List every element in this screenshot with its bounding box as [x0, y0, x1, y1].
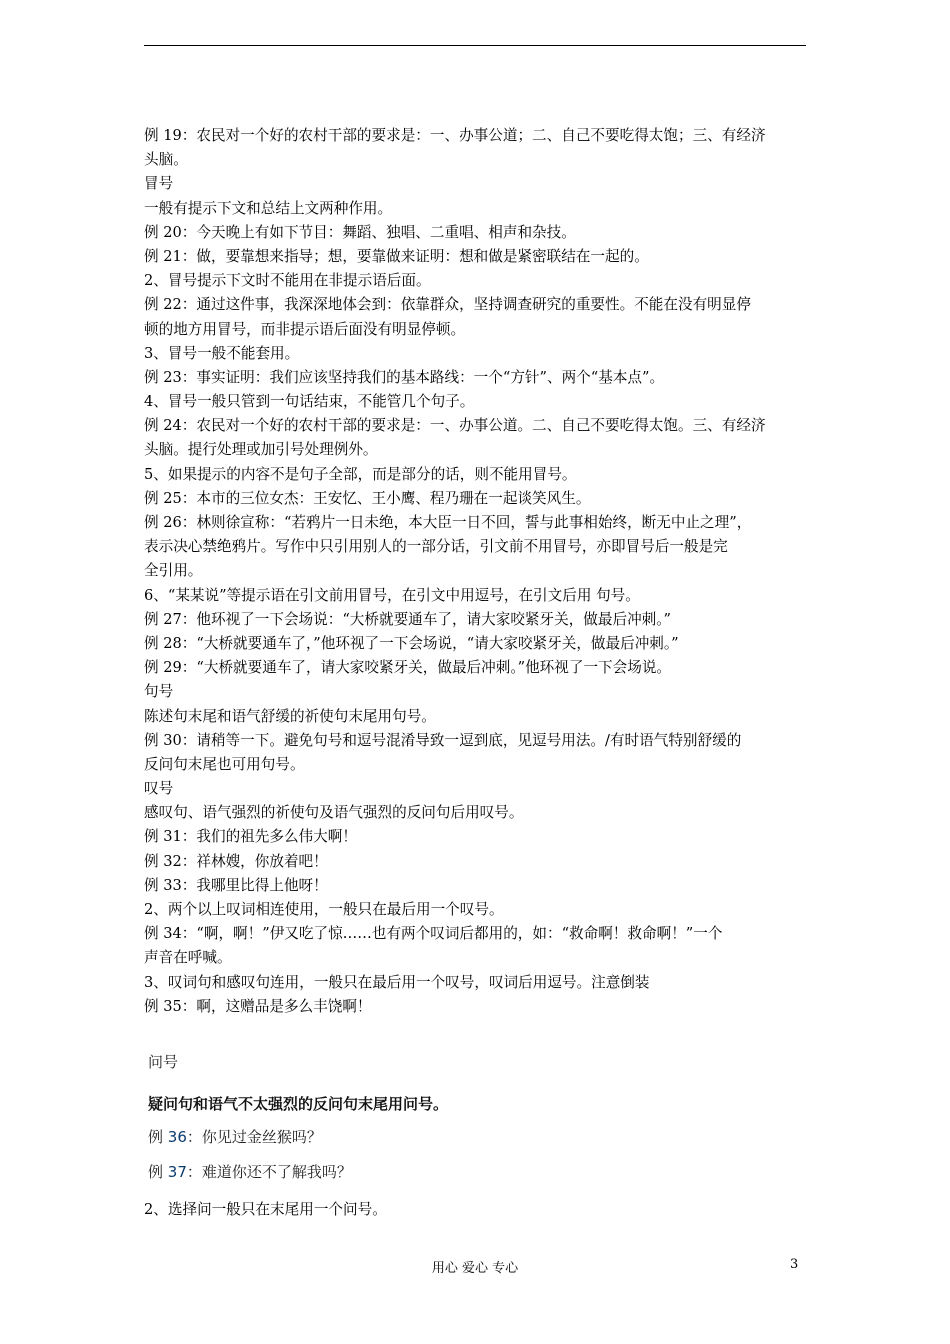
body-text [144, 124, 814, 1019]
text-line: 2、两个以上叹词相连使用，一般只在最后用一个叹号。 [144, 901, 504, 918]
text-line: 感叹句、语气强烈的祈使句及语气强烈的反问句后用叹号。 [144, 804, 524, 822]
text-line: 头脑。提行处理或加引号处理例外。 [144, 441, 378, 459]
text-line: 3、冒号一般不能套用。 [144, 344, 300, 362]
text-line: 表示决心禁绝鸦片。写作中只引用别人的一部分话，引文前不用冒号，亦即冒号后一般是完 [144, 538, 728, 556]
text-line: 5、如果提示的内容不是句子全部，而是部分的话，则不能用冒号。 [144, 465, 577, 483]
text-line: 例 26：林则徐宣称：“若鸦片一日未绝，本大臣一日不回，誓与此事相始终，断无中止之理”， [144, 514, 752, 531]
text-line: 例 23：事实证明：我们应该坚持我们的基本路线：一个“方针”、两个“基本点”。 [144, 368, 665, 386]
text-line: 例 33：我哪里比得上他呀！ [144, 876, 328, 894]
text-line: 例 25：本市的三位女杰：王安忆、王小鹰、程乃珊在一起谈笑风生。 [144, 489, 591, 507]
page-number: 3 [790, 1257, 799, 1272]
text-line: 例 28：“大桥就要通车了，”他环视了一下会场说，“请大家咬紧牙关，做最后冲刺。” [144, 634, 679, 652]
text-line: 例 35：啊，这赠品是多么丰饶啊！ [144, 997, 372, 1015]
text-line: 例 20：今天晚上有如下节目：舞蹈、独唱、二重唱、相声和杂技。 [144, 223, 576, 241]
text-line: 反问句末尾也可用句号。 [144, 755, 305, 773]
section-heading: 句号 [144, 683, 174, 701]
header-rule [144, 45, 806, 46]
text-line: 例 30：请稍等一下。避免句号和逗号混淆导致一逗到底，见逗号用法。/有时语气特别舒缓的 [144, 731, 742, 749]
inset-rule: 疑问句和语气不太强烈的反问句末尾用问号。 [148, 1095, 449, 1113]
text-line: 2、选择问一般只在末尾用一个问号。 [144, 1201, 387, 1218]
text-line: 例 19：农民对一个好的农村干部的要求是：一、办事公道；二、自己不要吃得太饱；三、有经济 [144, 127, 766, 144]
text-line: 例 34：“啊，啊！”伊又吃了惊……也有两个叹词后都用的，如：“救命啊！救命啊！”一个 [144, 925, 723, 943]
text-line: 陈述句末尾和语气舒缓的祈使句末尾用句号。 [144, 707, 436, 725]
footer-text: 用心 爱心 专心 [431, 1261, 519, 1276]
text-line: 顿的地方用冒号，而非提示语后面没有明显停顿。 [144, 320, 466, 338]
text-line: 例 22：通过这件事，我深深地体会到：依靠群众，坚持调查研究的重要性。不能在没有明显停 [144, 296, 751, 314]
example-number: 36 [167, 1128, 187, 1146]
inset-example-37 [148, 1161, 748, 1182]
inset-example-36 [148, 1126, 748, 1147]
example-label: 例 [148, 1128, 168, 1146]
text-line: 头脑。 [144, 151, 188, 169]
example-label: 例 [148, 1163, 168, 1181]
inset-heading: 问号 [148, 1053, 179, 1071]
text-line: 例 32：祥林嫂，你放着吧！ [144, 852, 328, 870]
text-line: 2、冒号提示下文时不能用在非提示语后面。 [144, 272, 431, 290]
example-text: ：你见过金丝猴吗？ [186, 1128, 322, 1146]
section-heading: 叹号 [144, 780, 174, 798]
text-line: 全引用。 [144, 562, 203, 580]
text-line: 例 24：农民对一个好的农村干部的要求是：一、办事公道。二、自己不要吃得太饱。三、有经济 [144, 417, 766, 435]
text-line: 4、冒号一般只管到一句话结束，不能管几个句子。 [144, 393, 475, 411]
text-line: 一般有提示下文和总结上文两种作用。 [144, 199, 393, 217]
text-line: 3、叹词句和感叹句连用，一般只在最后用一个叹号，叹词后用逗号。注意倒装 [144, 973, 650, 991]
text-line: 例 31：我们的祖先多么伟大啊！ [144, 828, 357, 846]
section-heading: 冒号 [144, 175, 174, 193]
text-line: 声音在呼喊。 [144, 949, 232, 967]
text-line: 例 21：做，要靠想来指导；想，要靠做来证明：想和做是紧密联结在一起的。 [144, 247, 649, 265]
text-line: 例 29：“大桥就要通车了，请大家咬紧牙关，做最后冲刺。”他环视了一下会场说。 [144, 659, 672, 677]
text-line: 6、“某某说”等提示语在引文前用冒号，在引文中用逗号，在引文后用 句号。 [144, 586, 640, 604]
example-number: 37 [167, 1163, 187, 1181]
text-line: 例 27：他环视了一下会场说：“大桥就要通车了，请大家咬紧牙关，做最后冲刺。” [144, 610, 672, 628]
example-text: ：难道你还不了解我吗？ [186, 1163, 352, 1181]
